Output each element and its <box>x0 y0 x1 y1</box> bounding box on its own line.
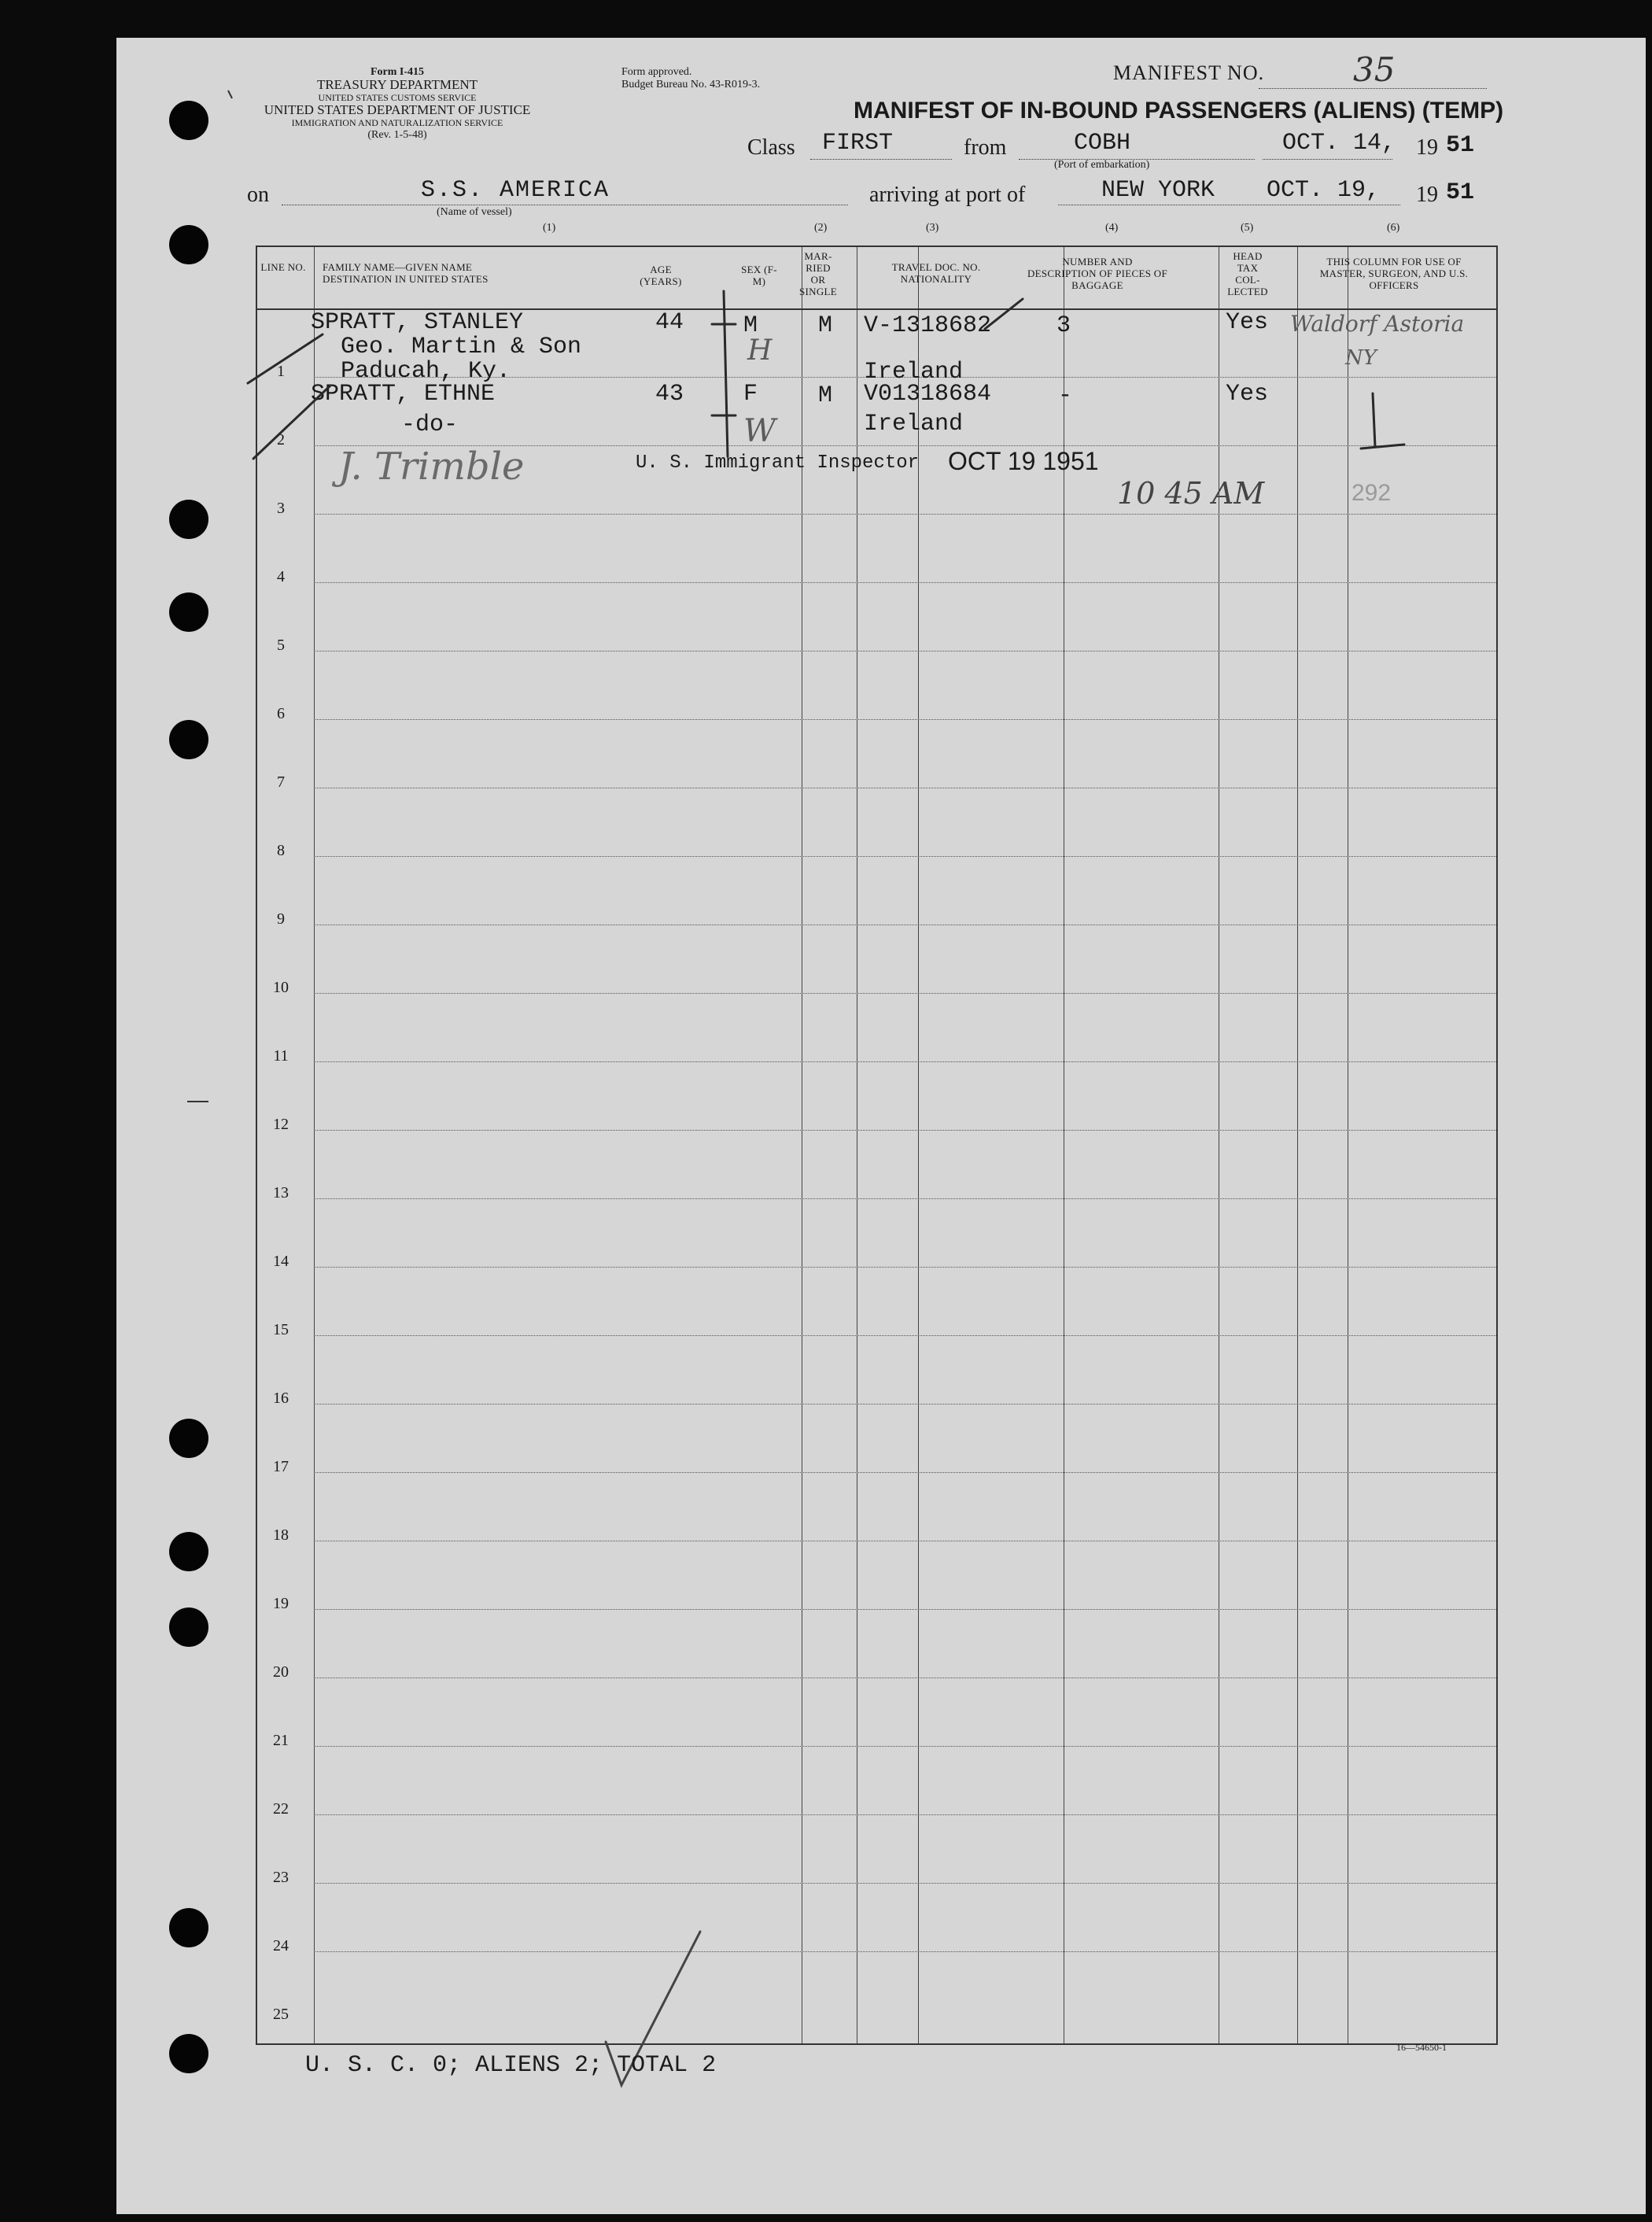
col-header-officers: THIS COLUMN FOR USE OF MASTER, SURGEON, AND U.S. OFFICERS <box>1319 256 1469 291</box>
passenger-2-married: M <box>818 382 833 409</box>
passenger-1-travel-doc: V-1318682 <box>864 312 992 339</box>
treasury-dept: TREASURY DEPARTMENT <box>316 77 478 92</box>
handwritten-h: H <box>747 334 773 367</box>
passenger-2-sex: F <box>743 381 758 408</box>
class-value: FIRST <box>822 130 894 157</box>
depart-date: OCT. 14, <box>1282 130 1396 157</box>
col-num-2: (2) <box>814 222 828 234</box>
passenger-1-sex: M <box>743 312 758 339</box>
passenger-1-nationality: Ireland <box>864 359 964 386</box>
line-number: 15 <box>273 1321 289 1338</box>
form-revision: (Rev. 1-5-48) <box>367 129 427 141</box>
inspector-signature: J. Trimble <box>338 445 525 489</box>
stamp-number: 292 <box>1351 480 1392 506</box>
col-header-travel: TRAVEL DOC. NO. NATIONALITY <box>891 261 981 285</box>
class-label: Class <box>747 135 795 160</box>
passenger-1-baggage: 3 <box>1056 312 1071 339</box>
col-header-baggage: NUMBER AND DESCRIPTION OF PIECES OF BAGGAGE <box>1027 256 1168 291</box>
passenger-2-name: SPRATT, ETHNE <box>311 381 496 408</box>
passenger-2-baggage: - <box>1058 382 1073 409</box>
line-number: 16 <box>273 1390 289 1407</box>
arriving-label: arriving at port of <box>869 183 1026 207</box>
passenger-1-hotel-note-city: NY <box>1345 346 1377 370</box>
col-num-1: (1) <box>543 222 556 234</box>
line-number: 3 <box>277 500 285 517</box>
vessel-name: S.S. AMERICA <box>421 177 610 204</box>
check-mark-icon <box>248 334 323 383</box>
line-number: 14 <box>273 1253 289 1270</box>
col-header-headtax: HEAD TAX COL-LECTED <box>1227 250 1268 297</box>
passenger-2-nationality: Ireland <box>864 411 964 437</box>
line-number: 18 <box>273 1526 289 1544</box>
from-value: COBH <box>1074 130 1131 157</box>
col-header-line: LINE NO. <box>260 261 306 273</box>
on-label: on <box>247 183 269 207</box>
budget-bureau: Budget Bureau No. 43-R019-3. <box>621 79 761 90</box>
ins-service: IMMIGRATION AND NATURALIZATION SERVICE <box>291 117 503 128</box>
passenger-2-dest1: -do- <box>401 412 459 438</box>
line-number: 17 <box>273 1458 289 1475</box>
line-number: 7 <box>277 773 285 791</box>
arrival-year-prefix: 19 <box>1416 183 1438 207</box>
passenger-1-hotel-note: Waldorf Astoria <box>1290 311 1465 337</box>
arrival-port: NEW YORK <box>1101 177 1215 204</box>
line-number: 24 <box>273 1937 289 1954</box>
port-embarkation-label: (Port of embarkation) <box>1054 159 1150 171</box>
justice-dept: UNITED STATES DEPARTMENT OF JUSTICE <box>264 102 531 117</box>
line-number: 23 <box>273 1869 289 1886</box>
line-number: 5 <box>277 637 285 654</box>
manifest-title: MANIFEST OF IN-BOUND PASSENGERS (ALIENS) (TEMP) <box>854 98 1504 124</box>
margin-tick <box>228 90 232 98</box>
manifest-no-label: MANIFEST NO. <box>1113 61 1265 84</box>
line-number: 12 <box>273 1116 289 1133</box>
line-number: 9 <box>277 910 285 928</box>
line-number: 1 <box>277 363 285 380</box>
line-number: 20 <box>273 1663 289 1681</box>
line-number: 13 <box>273 1184 289 1201</box>
arrival-date: OCT. 19, <box>1267 177 1381 204</box>
col-header-name: FAMILY NAME—GIVEN NAME DESTINATION IN UNITED STATES <box>323 261 489 285</box>
line-number: 6 <box>277 705 285 722</box>
depart-year-prefix: 19 <box>1416 135 1438 160</box>
line-number: 11 <box>273 1047 289 1065</box>
inspector-stamp-label: U. S. Immigrant Inspector <box>636 452 920 474</box>
col-header-age: AGE (YEARS) <box>640 264 682 287</box>
col-num-4: (4) <box>1105 222 1119 234</box>
passenger-1-dest2: Paducah, Ky. <box>341 358 511 385</box>
arrival-year: 51 <box>1446 179 1475 206</box>
col-num-3: (3) <box>926 222 939 234</box>
line-number: 25 <box>273 2006 289 2023</box>
passenger-1-dest1: Geo. Martin & Son <box>341 334 582 360</box>
passenger-2-head-tax: Yes <box>1226 381 1269 408</box>
line-number: 2 <box>277 431 285 448</box>
form-approved: Form approved. <box>621 66 692 78</box>
check-mark-icon <box>253 386 330 459</box>
passenger-2-travel-doc: V01318684 <box>864 381 992 408</box>
col-header-married: MAR-RIED OR SINGLE <box>798 250 838 297</box>
passenger-2-age: 43 <box>655 381 684 408</box>
col-num-6: (6) <box>1387 222 1400 234</box>
form-code: 16—54650-1 <box>1396 2042 1447 2053</box>
line-number: 19 <box>273 1595 289 1612</box>
check-mark-icon <box>985 299 1023 329</box>
passenger-1-age: 44 <box>655 309 684 336</box>
col-header-sex: SEX (F-M) <box>741 264 777 287</box>
line-number: 22 <box>273 1800 289 1818</box>
inspection-time: 10 45 AM <box>1117 476 1265 511</box>
passenger-1-married: M <box>818 312 833 339</box>
customs-service: UNITED STATES CUSTOMS SERVICE <box>318 92 477 103</box>
line-number: 4 <box>277 568 285 585</box>
line-number: 21 <box>273 1732 289 1749</box>
inspector-stamp-date: OCT 19 1951 <box>948 447 1099 475</box>
passenger-1-name: SPRATT, STANLEY <box>311 309 524 336</box>
from-label: from <box>964 135 1007 160</box>
depart-year: 51 <box>1446 132 1475 159</box>
line-number: 10 <box>273 979 289 996</box>
handwritten-w: W <box>743 413 776 449</box>
col-num-5: (5) <box>1241 222 1254 234</box>
bracket-mark <box>724 291 728 456</box>
form-number: Form I-415 <box>370 66 425 78</box>
passenger-1-head-tax: Yes <box>1226 309 1269 336</box>
manifest-no-value: 35 <box>1353 50 1396 89</box>
line-number: 8 <box>277 842 285 859</box>
footer-totals: U. S. C. 0; ALIENS 2; TOTAL 2 <box>305 2052 717 2079</box>
check-mark-icon <box>1361 393 1404 448</box>
vessel-label: (Name of vessel) <box>437 206 512 218</box>
